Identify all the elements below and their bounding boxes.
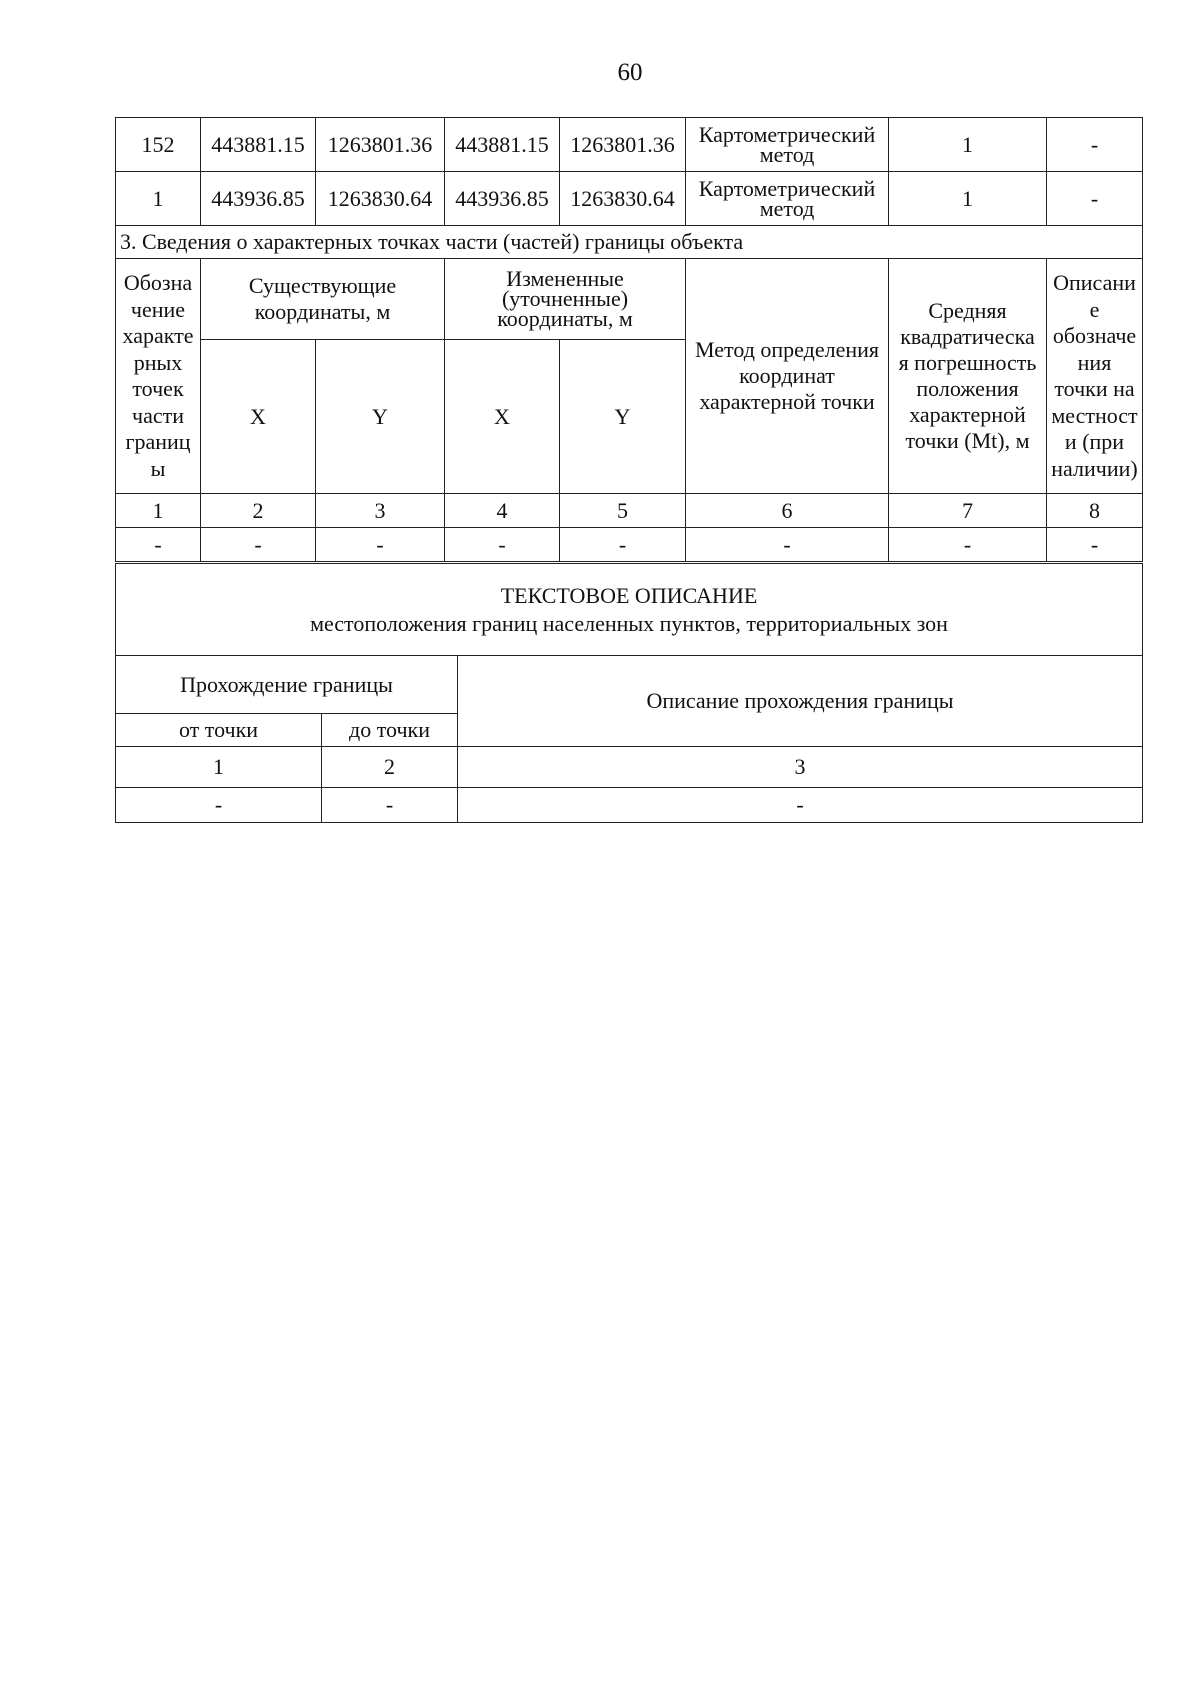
- empty-cell: -: [201, 528, 316, 562]
- column-number: 7: [889, 494, 1047, 528]
- empty-cell: -: [445, 528, 560, 562]
- column-number: 1: [116, 747, 322, 788]
- empty-cell: -: [116, 528, 201, 562]
- empty-cell: -: [322, 788, 458, 823]
- accuracy-value: 1: [889, 118, 1047, 172]
- header-boundary-passage: Прохождение границы: [116, 656, 458, 714]
- existing-x: 443936.85: [201, 172, 316, 226]
- column-number: 5: [560, 494, 686, 528]
- existing-x: 443881.15: [201, 118, 316, 172]
- description-value: -: [1047, 118, 1143, 172]
- header-changed-y: Y: [560, 340, 686, 494]
- header-from-point: от точки: [116, 714, 322, 747]
- existing-y: 1263801.36: [316, 118, 445, 172]
- table-row: [116, 118, 1143, 172]
- header-description: Описани е обозначе ния точки на местност и (при наличии): [1047, 259, 1143, 494]
- empty-cell: -: [316, 528, 445, 562]
- accuracy-value: 1: [889, 172, 1047, 226]
- header-changed-coordinates: Измененные (уточненные) координаты, м: [445, 259, 686, 340]
- header-existing-coordinates: Существующие координаты, м: [201, 259, 445, 340]
- text-description-subtitle: местоположения границ населенных пунктов, территориальных зон: [310, 610, 948, 636]
- column-number: 2: [201, 494, 316, 528]
- header-to-point: до точки: [322, 714, 458, 747]
- header-changed-x: X: [445, 340, 560, 494]
- column-number: 2: [322, 747, 458, 788]
- table-row: [116, 172, 1143, 226]
- column-number: 3: [316, 494, 445, 528]
- changed-y: 1263801.36: [560, 118, 686, 172]
- empty-cell: -: [1047, 528, 1143, 562]
- header-existing-x: X: [201, 340, 316, 494]
- method-cell: Картометрический метод: [686, 172, 889, 226]
- header-existing-y: Y: [316, 340, 445, 494]
- changed-y: 1263830.64: [560, 172, 686, 226]
- column-numbers-row: [116, 747, 1143, 788]
- column-number: 6: [686, 494, 889, 528]
- text-description-title: ТЕКСТОВОЕ ОПИСАНИЕ: [500, 582, 758, 608]
- text-description-heading: [116, 564, 1143, 656]
- column-numbers-row: [116, 494, 1143, 528]
- point-id: 1: [116, 172, 201, 226]
- changed-x: 443881.15: [445, 118, 560, 172]
- column-number: 8: [1047, 494, 1143, 528]
- text-description-table: [115, 563, 1143, 823]
- column-number: 1: [116, 494, 201, 528]
- header-accuracy: Средняя квадратическа я погрешность положения характерной точки (Mt), м: [889, 259, 1047, 494]
- changed-x: 443936.85: [445, 172, 560, 226]
- page-number: 60: [617, 59, 643, 86]
- coordinates-table: [115, 117, 1143, 562]
- table-row: [116, 528, 1143, 562]
- existing-y: 1263830.64: [316, 172, 445, 226]
- section-3-title: 3. Сведения о характерных точках части (частей) границы объекта: [116, 226, 1143, 259]
- column-number: 4: [445, 494, 560, 528]
- point-id: 152: [116, 118, 201, 172]
- method-cell: Картометрический метод: [686, 118, 889, 172]
- empty-cell: -: [686, 528, 889, 562]
- table-row: [116, 788, 1143, 823]
- empty-cell: -: [889, 528, 1047, 562]
- empty-cell: -: [458, 788, 1143, 823]
- header-method: Метод определения координат характерной точки: [686, 259, 889, 494]
- empty-cell: -: [116, 788, 322, 823]
- empty-cell: -: [560, 528, 686, 562]
- column-number: 3: [458, 747, 1143, 788]
- header-designation: Обозна чение характе рных точек части границ ы: [116, 259, 201, 494]
- header-boundary-description: Описание прохождения границы: [458, 656, 1143, 747]
- description-value: -: [1047, 172, 1143, 226]
